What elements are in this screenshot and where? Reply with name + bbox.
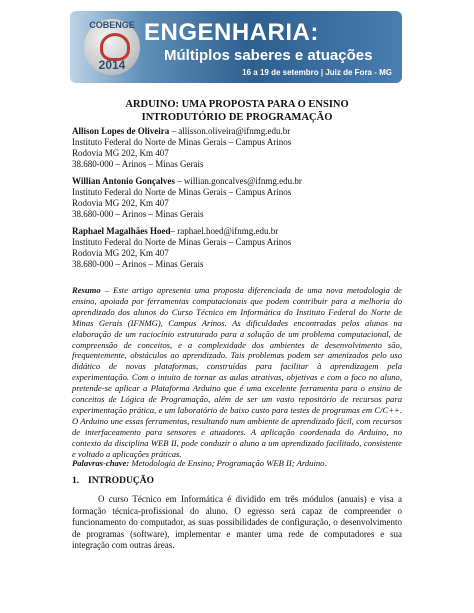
author-address: Rodovia MG 202, Km 407	[72, 248, 169, 258]
author-address: Rodovia MG 202, Km 407	[72, 198, 169, 208]
keywords-label: Palavras-chave:	[72, 458, 130, 468]
banner-title: ENGENHARIA:	[144, 19, 319, 46]
section-title: INTRODUÇÃO	[88, 476, 154, 486]
author-name: Raphael Magalhães Hoed	[72, 226, 171, 236]
paper-title-line1: ARDUINO: UMA PROPOSTA PARA O ENSINO	[125, 99, 349, 110]
author-address: Rodovia MG 202, Km 407	[72, 148, 169, 158]
logo-mark-icon	[100, 33, 130, 61]
conference-banner	[70, 11, 402, 83]
section-heading	[72, 476, 154, 486]
author-email: – allisson.oliveira@ifnmg.edu.br	[169, 126, 291, 136]
banner-dates: 16 a 19 de setembro | Juiz de Fora - MG	[242, 68, 392, 77]
author-institution: Instituto Federal do Norte de Minas Gerais – Campus Arinos	[72, 237, 292, 247]
abstract-label: Resumo	[72, 285, 101, 295]
author-block-2	[72, 176, 412, 220]
author-city: 38.680-000 – Arinos – Minas Gerais	[72, 159, 204, 169]
abstract-text: – Este artigo apresenta uma proposta diferenciada de uma nova metodologia de ensino, apoiada por ferramentas computacionais que podem contribuir para a melhoria do aprendizado dos alunos do Curso Técnico em Informática do Instituto Federal do Norte de Minas Gerais (IFNMG), Campus Arinos. As dificuldades encontradas pelos alunos na elaboração de um raciocínio estruturado para a solução de um problema computacional, de compreensão de conceitos, e a complexidade dos ambientes de desenvolvimento são, frequentemente, obstáculos ao aprendizado. Tais problemas podem ser amenizados pelo uso didático de novas plataformas, construídas para facilitar à aprendizagem pela experimentação. Com o intuito de tornar as aulas atrativas, objetivas e com o foco no aluno, pretende-se aplicar a Plataforma Arduino que é uma excelente ferramenta para o ensino de conceitos de Lógica de Programação, além de ser um vasto repositório de recursos para experimentação prática, e um laboratório de baixo custo para testes de programas em C/C++. O Arduino une essas ferramentas, resultando num ambiente de aprendizado fácil, com recursos de interfaceamento para sensores e atuadores. A aplicação coordenada do Arduino, no contexto da disciplina WEB II, pode conduzir o aluno a um aprendizado facilitado, consistente e voltado a aplicações práticas.	[72, 285, 402, 459]
keywords	[72, 458, 402, 469]
keywords-text: Metodologia de Ensino; Programação WEB II; Arduino.	[129, 458, 327, 468]
logo-name: COBENGE	[89, 20, 135, 30]
author-block-3	[72, 226, 412, 270]
logo-year: 2014	[98, 58, 126, 72]
author-name: Allison Lopes de Oliveira	[72, 126, 170, 136]
author-city: 38.680-000 – Arinos – Minas Gerais	[72, 259, 204, 269]
author-institution: Instituto Federal do Norte de Minas Gerais – Campus Arinos	[72, 137, 292, 147]
paper-title-line2: INTRODUTÓRIO DE PROGRAMAÇÃO	[141, 112, 333, 123]
section-number: 1.	[72, 476, 80, 486]
author-block-1	[72, 126, 412, 170]
author-city: 38.680-000 – Arinos – Minas Gerais	[72, 209, 204, 219]
author-email: – raphael.hoed@ifnmg.edu.br	[170, 226, 279, 236]
author-name: Willian Antonio Gonçalves	[72, 176, 175, 186]
intro-paragraph: O curso Técnico em Informática é dividido em três módulos (anuais) e visa a formação técnica-profissional do aluno. O egresso será capaz de compreender o funcionamento do computador, as suas possibilidades de configuração, o desenvolvimento de programas (software), implementar e manter uma rede de computadores e sua integração com outras áreas.	[72, 494, 402, 551]
author-email: – willian.goncalves@ifnmg.edu.br	[174, 176, 302, 186]
author-institution: Instituto Federal do Norte de Minas Gerais – Campus Arinos	[72, 187, 292, 197]
abstract	[72, 285, 402, 460]
banner-subtitle: Múltiplos saberes e atuações	[164, 47, 373, 64]
